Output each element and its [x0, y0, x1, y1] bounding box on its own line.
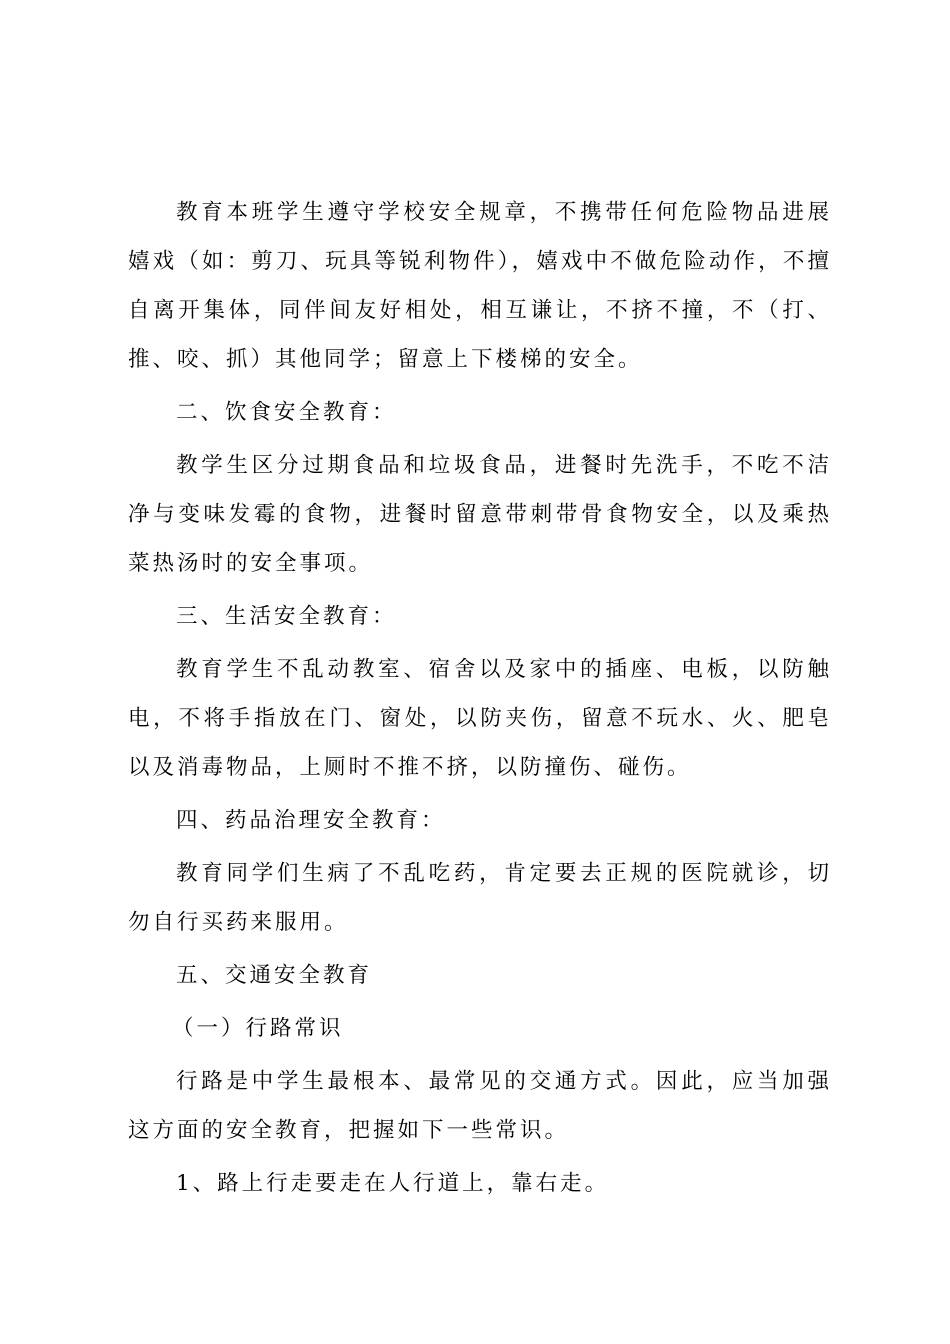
subsection-heading-walking: （一）行路常识 [172, 1016, 344, 1041]
body-paragraph: 教育本班学生遵守学校安全规章，不携带任何危险物品进展嬉戏（如：剪刀、玩具等锐利物件），嬉戏中不做危险动作，不擅自离开集体，同伴间友好相处，相互谦让，不挤不撞，不（打、推、咬、抓）其他同学；留意上下楼梯的安全。 [128, 200, 832, 372]
body-paragraph: 教育同学们生病了不乱吃药，肯定要去正规的医院就诊，切勿自行买药来服用。 [128, 861, 832, 935]
document-page [128, 188, 832, 1212]
section-heading-traffic: 五、交通安全教育 [176, 963, 373, 988]
body-paragraph: 行路是中学生最根本、最常见的交通方式。因此，应当加强这方面的安全教育，把握如下一些常识。 [128, 1069, 832, 1143]
list-item: 1、路上行走要走在人行道上，靠右走。 [176, 1171, 610, 1196]
section-heading-diet: 二、饮食安全教育： [176, 400, 397, 425]
section-heading-medicine: 四、药品治理安全教育： [176, 808, 446, 833]
section-heading-life: 三、生活安全教育： [176, 604, 397, 629]
body-paragraph: 教育学生不乱动教室、宿舍以及家中的插座、电板，以防触电，不将手指放在门、窗处，以防夹伤，留意不玩水、火、肥皂以及消毒物品，上厕时不推不挤，以防撞伤、碰伤。 [128, 657, 832, 780]
body-paragraph: 教学生区分过期食品和垃圾食品，进餐时先洗手，不吃不洁净与变味发霉的食物，进餐时留意带刺带骨食物安全，以及乘热菜热汤时的安全事项。 [128, 453, 832, 576]
